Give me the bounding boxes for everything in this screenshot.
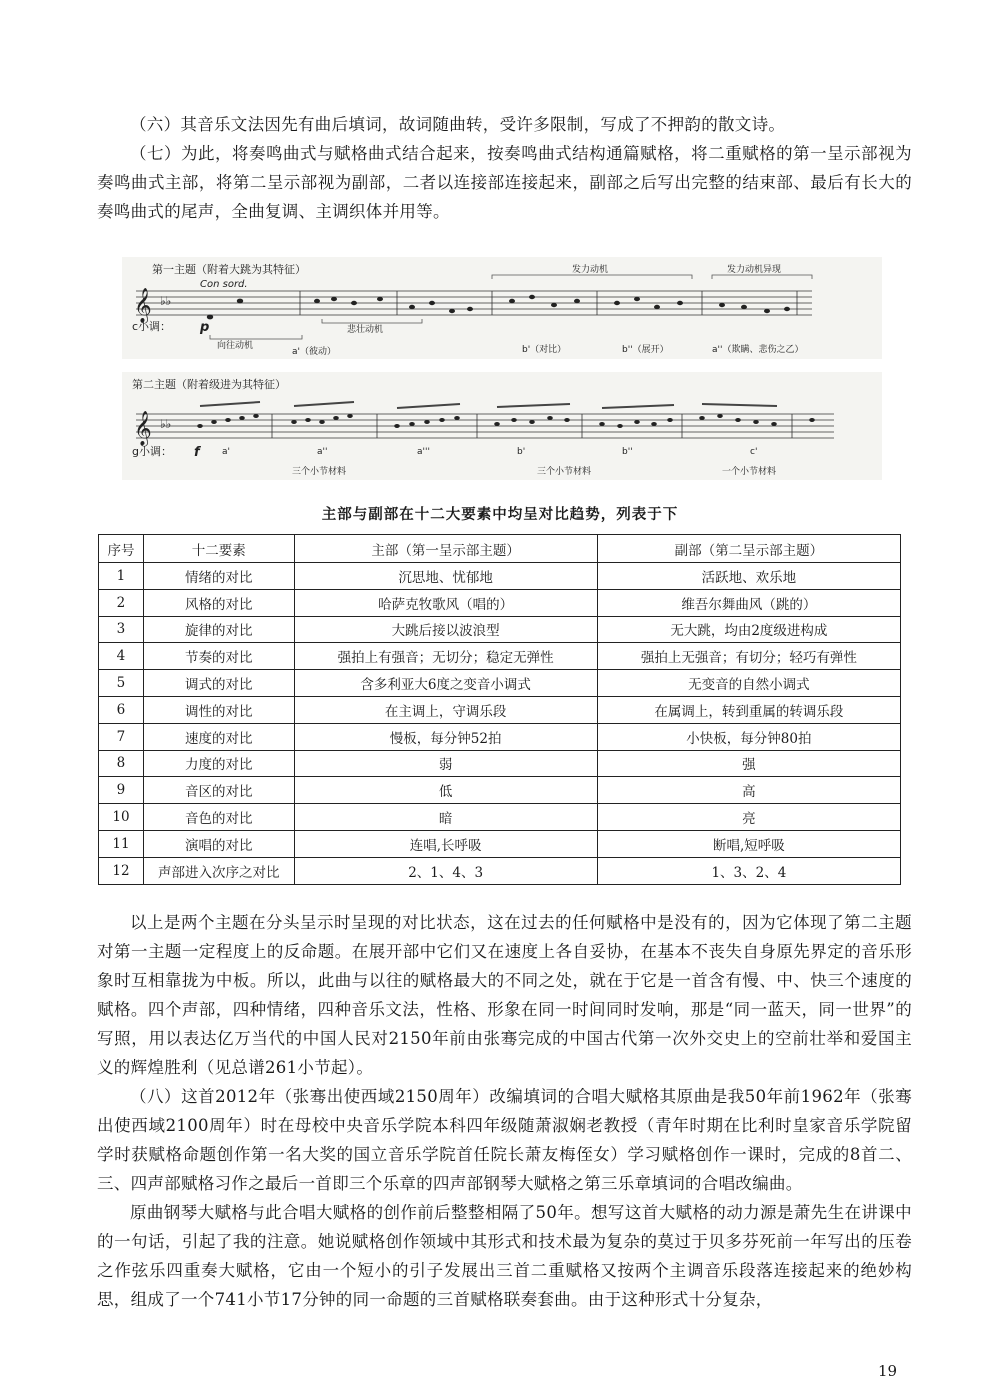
row-main: 2、1、4、3 (294, 857, 597, 884)
page-number: 19 (878, 1362, 898, 1380)
theme2-sub-1: 三个小节材料 (292, 467, 347, 477)
table-row (99, 830, 901, 857)
row-main: 强拍上有强音；无切分；稳定无弹性 (294, 643, 597, 670)
row-index: 9 (99, 777, 144, 804)
header-element: 十二要素 (143, 535, 294, 563)
theme1-tempo: Con sord. (200, 279, 248, 290)
row-element: 调式的对比 (143, 670, 294, 697)
theme1-section-3: b''（展开） (622, 345, 669, 355)
theme2-section-2: a'' (317, 447, 328, 457)
theme1-section-4: a''（欺瞒、悲伤之乙） (712, 345, 804, 355)
theme1-section-1: a'（彼动） (292, 347, 336, 357)
paragraph-6: （六）其音乐文法因先有曲后填词，故词随曲转，受许多限制，写成了不押韵的散文诗。 (130, 115, 786, 134)
table-row (99, 804, 901, 831)
row-main: 连唱,长呼吸 (294, 830, 597, 857)
row-index: 2 (99, 589, 144, 616)
row-second: 在属调上，转到重属的转调乐段 (597, 696, 900, 723)
score-theme-1 (122, 257, 882, 359)
header-main-theme: 主部（第一呈示部主题） (294, 535, 597, 563)
paragraph-8: （八）这首2012年（张骞出使西域2150周年）改编填词的合唱大赋格其原曲是我50年前1962年（张骞出使西域2100周年）时在母校中央音乐学院本科四年级随萧淑娴老教授（青年时期在比利时皇家音乐学院留学时获赋格命题创作第一名大奖的国立音乐学院首任院长萧友梅侄女）学习赋格创作一课时，完成的8首二、三、四声部赋格习作之最后一首即三个乐章的四声部钢琴大赋格之第三乐章填词的合唱改编曲。 (97, 1087, 912, 1193)
row-element: 音色的对比 (143, 804, 294, 831)
top-text-block (97, 110, 912, 226)
row-element: 力度的对比 (143, 750, 294, 777)
row-main: 在主调上，守调乐段 (294, 696, 597, 723)
row-element: 音区的对比 (143, 777, 294, 804)
table-row (99, 616, 901, 643)
treble-clef-2-icon: 𝄞 (134, 411, 152, 446)
bottom-text-block (97, 908, 912, 1314)
row-main: 含多利亚大6度之变音小调式 (294, 670, 597, 697)
theme1-staff (136, 291, 812, 315)
row-main: 弱 (294, 750, 597, 777)
theme1-section-2: b'（对比） (522, 345, 567, 355)
table-row (99, 696, 901, 723)
row-second: 高 (597, 777, 900, 804)
row-element: 演唱的对比 (143, 830, 294, 857)
row-second: 无大跳，均由2度级进构成 (597, 616, 900, 643)
table-caption: 主部与副部在十二大要素中均呈对比趋势，列表于下 (321, 507, 679, 523)
paragraph-origin: 原曲钢琴大赋格与此合唱大赋格的创作前后整整相隔了50年。想写这首大赋格的动力源是萧先生在讲课中的一句话，引起了我的注意。她说赋格创作领域中其形式和技术最为复杂的莫过于贝多芬死前一年写出的压卷之作弦乐四重奏大赋格，它由一个短小的引子发展出三首二重赋格又按两个主调音乐段落连接起来的绝妙构思，组成了一个741小节17分钟的同一命题的三首赋格联奏套曲。由于这种形式十分复杂， (97, 1203, 912, 1309)
theme2-key-label: g小调： (132, 445, 172, 458)
row-element: 情绪的对比 (143, 563, 294, 590)
paragraph-7: （七）为此，将奏鸣曲式与赋格曲式结合起来，按奏鸣曲式结构通篇赋格，将二重赋格的第一呈示部视为奏鸣曲式主部，将第二呈示部视为副部，二者以连接部连接起来，副部之后写出完整的结束部、最后有长大的奏鸣曲式的尾声，全曲复调、主调织体并用等。 (97, 144, 912, 221)
table-row (99, 750, 901, 777)
row-element: 调性的对比 (143, 696, 294, 723)
theme2-section-4: b' (517, 447, 526, 457)
row-second: 强拍上无强音；有切分；轻巧有弹性 (597, 643, 900, 670)
row-second: 维吾尔舞曲风（跳的） (597, 589, 900, 616)
comparison-table (98, 534, 901, 885)
row-element: 旋律的对比 (143, 616, 294, 643)
theme2-section-5: b'' (622, 447, 633, 457)
table-row (99, 723, 901, 750)
theme1-label: 第一主题（附着大跳为其特征） (152, 263, 306, 276)
row-second: 亮 (597, 804, 900, 831)
row-second: 无变音的自然小调式 (597, 670, 900, 697)
row-index: 12 (99, 857, 144, 884)
table-header-row (99, 535, 901, 563)
row-index: 11 (99, 830, 144, 857)
row-index: 4 (99, 643, 144, 670)
score-theme-2-svg (122, 372, 882, 480)
row-index: 1 (99, 563, 144, 590)
theme2-sub-2: 三个小节材料 (537, 467, 592, 477)
row-index: 10 (99, 804, 144, 831)
row-second: 小快板，每分钟80拍 (597, 723, 900, 750)
theme1-notes (207, 295, 790, 320)
theme2-sub-3: 一个小节材料 (722, 467, 777, 477)
theme1-dynamic: p (200, 320, 210, 335)
row-index: 6 (99, 696, 144, 723)
theme2-label: 第二主题（附着级进为其特征） (132, 378, 286, 391)
row-element: 风格的对比 (143, 589, 294, 616)
treble-clef-icon: 𝄞 (134, 288, 152, 323)
row-main: 暗 (294, 804, 597, 831)
theme2-section-3: a''' (417, 447, 430, 457)
table-row (99, 777, 901, 804)
row-second: 1、3、2、4 (597, 857, 900, 884)
row-element: 节奏的对比 (143, 643, 294, 670)
table-row (99, 563, 901, 590)
bracket-label-2: 发力动机异现 (727, 265, 782, 275)
theme1-key-label: c小调： (132, 320, 172, 333)
row-second: 断唱,短呼吸 (597, 830, 900, 857)
row-second: 强 (597, 750, 900, 777)
bracket-label-4: 向往动机 (217, 341, 254, 351)
table-row (99, 857, 901, 884)
row-index: 3 (99, 616, 144, 643)
header-index: 序号 (99, 535, 144, 563)
theme2-section-1: a' (222, 447, 230, 457)
paragraph-summary: 以上是两个主题在分头呈示时呈现的对比状态，这在过去的任何赋格中是没有的，因为它体现了第二主题对第一主题一定程度上的反命题。在展开部中它们又在速度上各自妥协，在基本不丧失自身原先界定的音乐形象时互相靠拢为中板。所以，此曲与以往的赋格最大的不同之处，就在于它是一首含有慢、中、快三个速度的赋格。四个声部，四种情绪，四种音乐文法，性格、形象在同一时间同时发响，那是“同一蓝天，同一世界”的写照，用以表达亿万当代的中国人民对2150年前由张骞完成的中国古代第一次外交史上的空前壮举和爱国主义的辉煌胜利（见总谱261小节起）。 (97, 913, 912, 1077)
bracket-label-3: 悲壮动机 (347, 325, 384, 335)
row-index: 7 (99, 723, 144, 750)
row-main: 哈萨克牧歌风（唱的） (294, 589, 597, 616)
theme2-section-6: c' (750, 447, 758, 457)
row-element: 速度的对比 (143, 723, 294, 750)
row-element: 声部进入次序之对比 (143, 857, 294, 884)
table-row (99, 670, 901, 697)
bracket-label-1: 发力动机 (572, 265, 609, 275)
score-theme-1-svg (122, 257, 882, 359)
row-index: 8 (99, 750, 144, 777)
row-main: 大跳后接以波浪型 (294, 616, 597, 643)
key-signature-icon: ♭♭ (160, 294, 172, 308)
row-main: 慢板，每分钟52拍 (294, 723, 597, 750)
row-main: 低 (294, 777, 597, 804)
key-signature-2-icon: ♭♭ (160, 417, 172, 431)
theme2-beams (200, 402, 777, 408)
row-index: 5 (99, 670, 144, 697)
header-second-theme: 副部（第二呈示部主题） (597, 535, 900, 563)
theme2-dynamic: f (194, 445, 200, 460)
row-second: 活跃地、欢乐地 (597, 563, 900, 590)
table-row (99, 643, 901, 670)
score-theme-2 (122, 372, 882, 480)
table-row (99, 589, 901, 616)
row-main: 沉思地、忧郁地 (294, 563, 597, 590)
